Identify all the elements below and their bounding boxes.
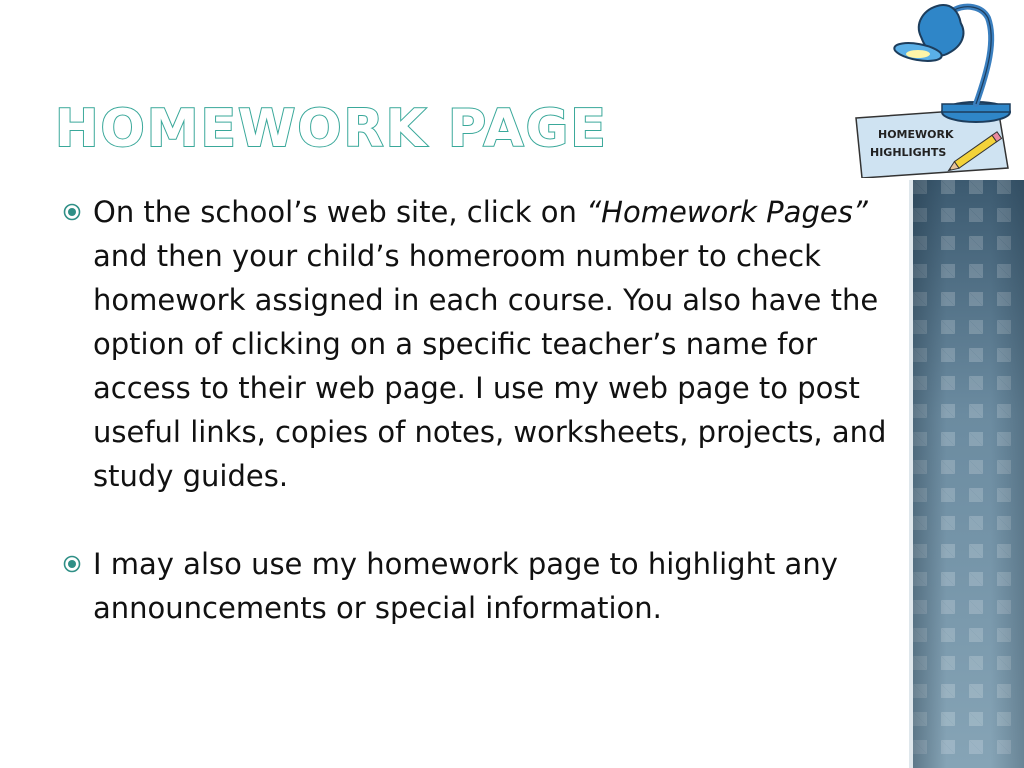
list-item [63, 542, 903, 630]
illustration-caption-line2: HIGHLIGHTS [870, 146, 947, 159]
circle-bullet-icon [63, 555, 81, 573]
bullet-text-italic: “Homework Pages” [586, 195, 868, 229]
bullet-text [93, 195, 886, 493]
bullet-list [63, 190, 903, 630]
side-band-decoration [913, 180, 1024, 768]
bullet-text-part: On the school’s web site, click on [93, 195, 587, 229]
list-item [63, 190, 903, 498]
circle-bullet-icon [63, 203, 81, 221]
illustration-caption-line1: HOMEWORK [878, 128, 954, 141]
bullet-text-part: and then your child’s homeroom number to check homework assigned in each course. You also have the option of clicking on a specific teacher’s name for access to their web page. I use my web page to post useful links, copies of notes, worksheets, projects, and study guides. [93, 239, 887, 493]
bullet-text: I may also use my homework page to highlight any announcements or special information. [93, 547, 838, 625]
slide-title: HOMEWORK PAGE [55, 99, 608, 159]
desk-lamp-homework-icon [848, 0, 1024, 178]
